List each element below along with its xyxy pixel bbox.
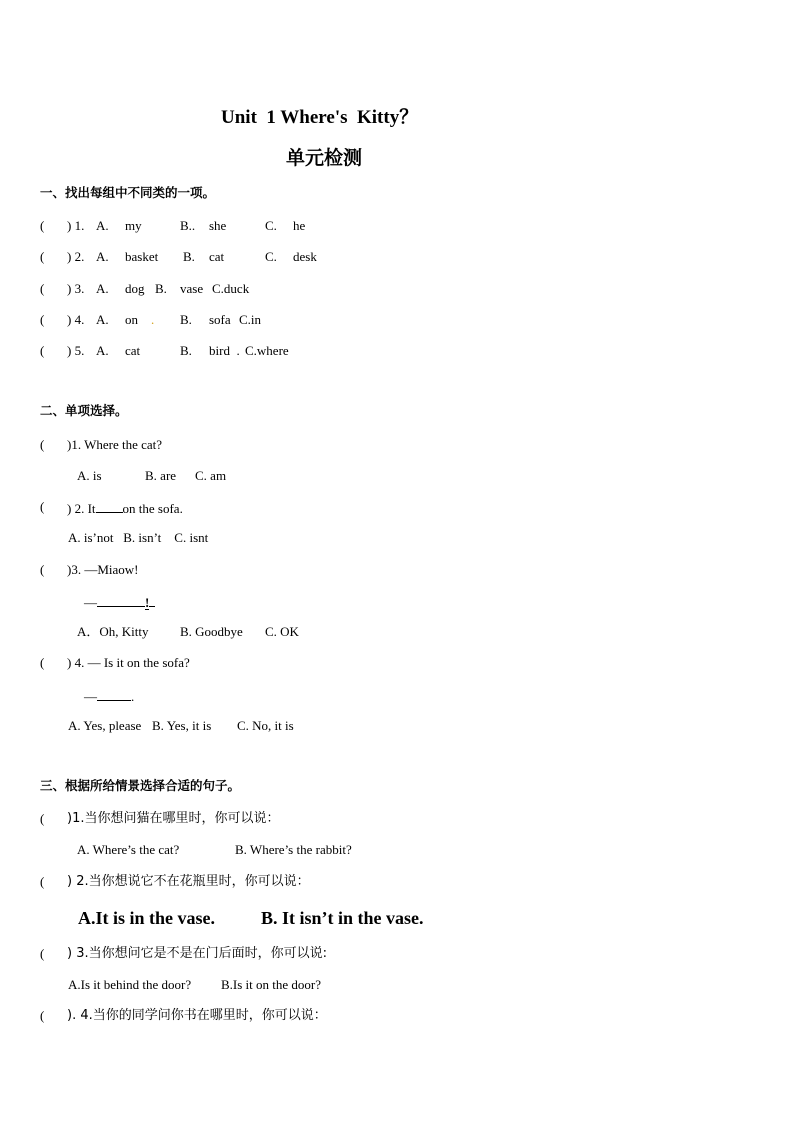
option-c: desk — [293, 249, 317, 264]
question-2-options: A. is’not B. isn’t C. isnt — [68, 530, 209, 545]
option-a: basket — [125, 249, 159, 264]
answer-paren: ( — [40, 874, 45, 889]
answer-blank — [97, 688, 131, 701]
option-c: C.duck — [212, 281, 250, 296]
option-a-label: A. — [96, 312, 109, 327]
option-a-label: A. — [96, 249, 109, 264]
option-b-label: B. — [183, 249, 195, 264]
option-b: vase — [180, 281, 204, 296]
answer-paren: ( — [40, 499, 45, 514]
option-a: cat — [125, 343, 141, 358]
question-4-option-c: C. No, it is — [237, 718, 294, 733]
question-2-stem-end: on the sofa. — [122, 501, 183, 516]
option-c: C.where — [245, 343, 289, 358]
answer-dash: — — [84, 689, 97, 704]
situation-2-option-a: A.It is in the vase. — [78, 908, 216, 928]
section-3-heading: 三、根据所给情景选择合适的句子。 — [40, 778, 241, 793]
option-b-label: B. — [180, 312, 192, 327]
answer-end: . — [131, 689, 135, 704]
situation-3-option-a: A.Is it behind the door? — [68, 977, 192, 992]
question-3-option-c: C. OK — [265, 624, 299, 639]
question-3-option-a: A．Oh, Kitty — [77, 624, 149, 639]
page-subtitle: 单元检测 — [286, 147, 363, 169]
section-1-heading: 一、找出每组中不同类的一项。 — [40, 185, 216, 200]
question-1-option-b: B. are — [145, 468, 177, 483]
question-3-option-b: B. Goodbye — [180, 624, 243, 639]
situation-3-option-b: B.Is it on the door? — [221, 977, 322, 992]
option-a: on — [125, 312, 138, 327]
answer-paren: ( — [40, 249, 45, 264]
item-number: ) 2. — [67, 249, 85, 264]
option-c-label: C. — [265, 218, 277, 233]
option-a: dog — [125, 281, 145, 296]
item-number: ) 1. — [67, 218, 85, 233]
option-b: she — [209, 218, 227, 233]
option-a-label: A. — [96, 218, 109, 233]
answer-paren: ( — [40, 437, 45, 452]
answer-paren: ( — [40, 343, 45, 358]
answer-paren: ( — [40, 218, 45, 233]
option-c: he — [293, 218, 306, 233]
option-b: cat — [209, 249, 225, 264]
answer-blank — [96, 500, 123, 513]
answer-paren: ( — [40, 655, 45, 670]
question-4-answer-line — [84, 688, 134, 703]
question-4-option-a: A. Yes, please — [68, 718, 142, 733]
situation-2-option-b: B. It isn’t in the vase. — [261, 908, 424, 928]
answer-paren: ( — [40, 312, 45, 327]
question-1-stem: )1. Where the cat? — [67, 437, 163, 452]
item-number: ) 4. — [67, 312, 85, 327]
option-b: sofa — [209, 312, 231, 327]
question-4-stem: ) 4. — Is it on the sofa? — [67, 655, 190, 670]
answer-paren: ( — [40, 946, 45, 961]
item-number: ) 3. — [67, 281, 85, 296]
answer-paren: ( — [40, 1008, 45, 1023]
situation-1-option-b: B. Where’s the rabbit? — [235, 842, 352, 857]
question-4-option-b: B. Yes, it is — [152, 718, 212, 733]
question-2-stem-start: ) 2. It — [67, 501, 96, 516]
option-a-label: A. — [96, 281, 109, 296]
situation-1-stem: )1.当你想问猫在哪里时，你可以说： — [67, 811, 280, 826]
answer-dash: — — [84, 595, 97, 610]
option-a: my — [125, 218, 142, 233]
option-b: bird . — [209, 343, 240, 358]
question-1-option-c: C. am — [195, 468, 227, 483]
question-1-option-a: A. is — [77, 468, 102, 483]
option-c: C.in — [239, 312, 262, 327]
answer-paren: ( — [40, 811, 45, 826]
situation-1-option-a: A. Where’s the cat? — [77, 842, 180, 857]
question-3-stem: )3. —Miaow! — [67, 562, 139, 577]
option-b-label: B. — [155, 281, 167, 296]
situation-3-stem: ) 3.当你想问它是不是在门后面时，你可以说: — [67, 946, 327, 961]
question-3-answer-line — [84, 594, 155, 610]
situation-2-stem: ) 2.当你想说它不在花瓶里时，你可以说： — [67, 874, 310, 889]
section-2-heading: 二、单项选择。 — [40, 403, 128, 418]
situation-4-stem: ). 4.当你的同学问你书在哪里时，你可以说： — [67, 1008, 327, 1023]
option-b-label: B. — [180, 343, 192, 358]
answer-paren: ( — [40, 281, 45, 296]
option-b-label: B.. — [180, 218, 196, 233]
stray-dot: . — [151, 312, 155, 327]
answer-exclamation: ! — [145, 595, 150, 610]
item-number: ) 5. — [67, 343, 85, 358]
answer-paren: ( — [40, 562, 45, 577]
answer-blank — [149, 594, 155, 607]
page-title: Unit 1 Where's Kitty？ — [221, 107, 419, 128]
option-a-label: A. — [96, 343, 109, 358]
answer-blank — [97, 594, 145, 607]
question-2-stem — [67, 500, 183, 515]
option-c-label: C. — [265, 249, 277, 264]
